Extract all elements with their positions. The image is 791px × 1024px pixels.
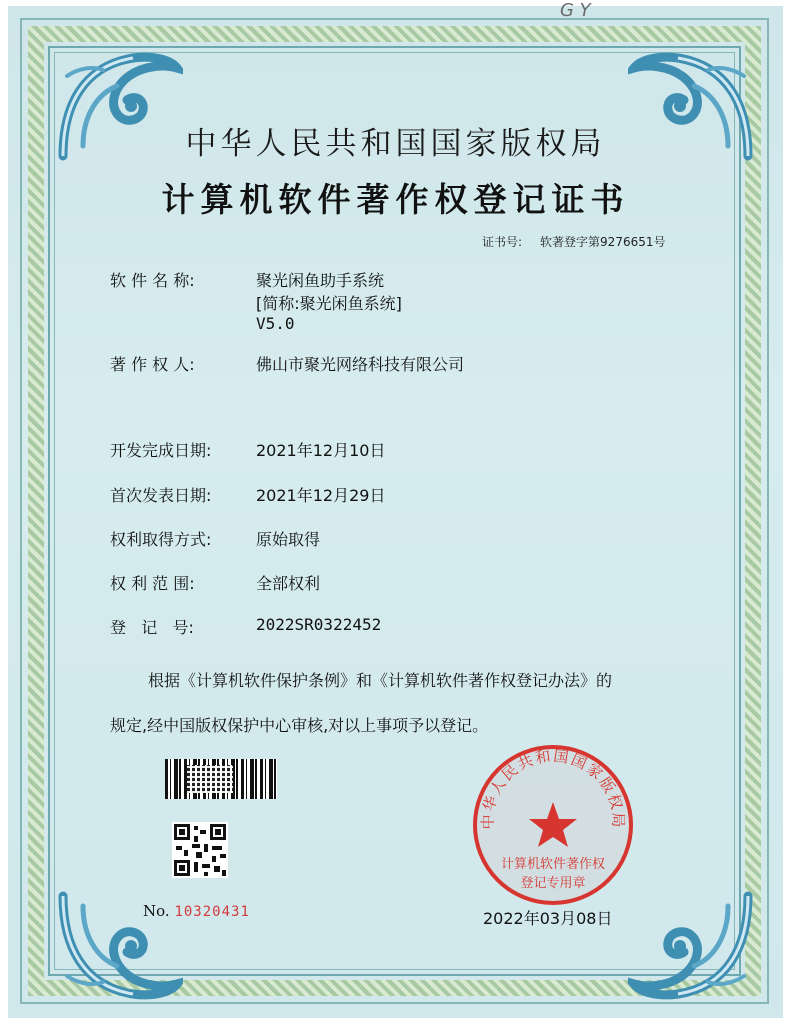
seal-ring-text: 中华人民共和国国家版权局 (478, 746, 628, 830)
barcode (165, 759, 277, 799)
pub-date: 2021年12月29日 (256, 486, 386, 505)
dev-date-label: 开发完成日期: (110, 441, 212, 460)
pub-date-label: 首次发表日期: (110, 486, 212, 505)
seal-line-2: 登记专用章 (520, 876, 586, 891)
owner-label: 著 作 权 人: (110, 355, 195, 374)
cert-no-label: 证书号: (482, 235, 523, 249)
certificate-number (482, 233, 666, 250)
issuing-authority: 中华人民共和国国家版权局 (185, 126, 606, 162)
statement-line-2: 规定,经中国版权保护中心审核,对以上事项予以登记。 (110, 716, 489, 735)
acquire-method-label: 权利取得方式: (110, 530, 212, 549)
cert-no-value: 软著登字第9276651号 (540, 235, 666, 249)
registration-number: 2022SR0322452 (256, 615, 382, 634)
serial-value: 10320431 (174, 904, 250, 920)
seal-line-1: 计算机软件著作权 (500, 857, 606, 872)
rights-scope: 全部权利 (256, 574, 321, 593)
statement-line-1: 根据《计算机软件保护条例》和《计算机软件著作权登记办法》的 (148, 671, 613, 690)
software-short-name: [简称:聚光闲鱼系统] (256, 294, 402, 313)
qr-code (172, 822, 228, 878)
official-seal (468, 740, 638, 910)
software-version: V5.0 (256, 314, 295, 333)
software-name: 聚光闲鱼助手系统 (256, 271, 385, 290)
rights-scope-label: 权 利 范 围: (110, 574, 195, 593)
corner-ornament-icon (628, 886, 758, 1006)
certificate-title: 计算机软件著作权登记证书 (161, 180, 630, 219)
issue-date: 2022年03月08日 (483, 909, 613, 928)
serial-prefix: No. (143, 902, 170, 920)
software-name-label: 软 件 名 称: (110, 271, 195, 290)
acquire-method: 原始取得 (256, 530, 321, 549)
handwritten-mark: G Y (560, 0, 591, 21)
serial-number (143, 902, 250, 920)
dev-date: 2021年12月10日 (256, 441, 386, 460)
registration-number-label: 登 记 号: (110, 618, 194, 637)
owner-name: 佛山市聚光网络科技有限公司 (256, 355, 465, 374)
